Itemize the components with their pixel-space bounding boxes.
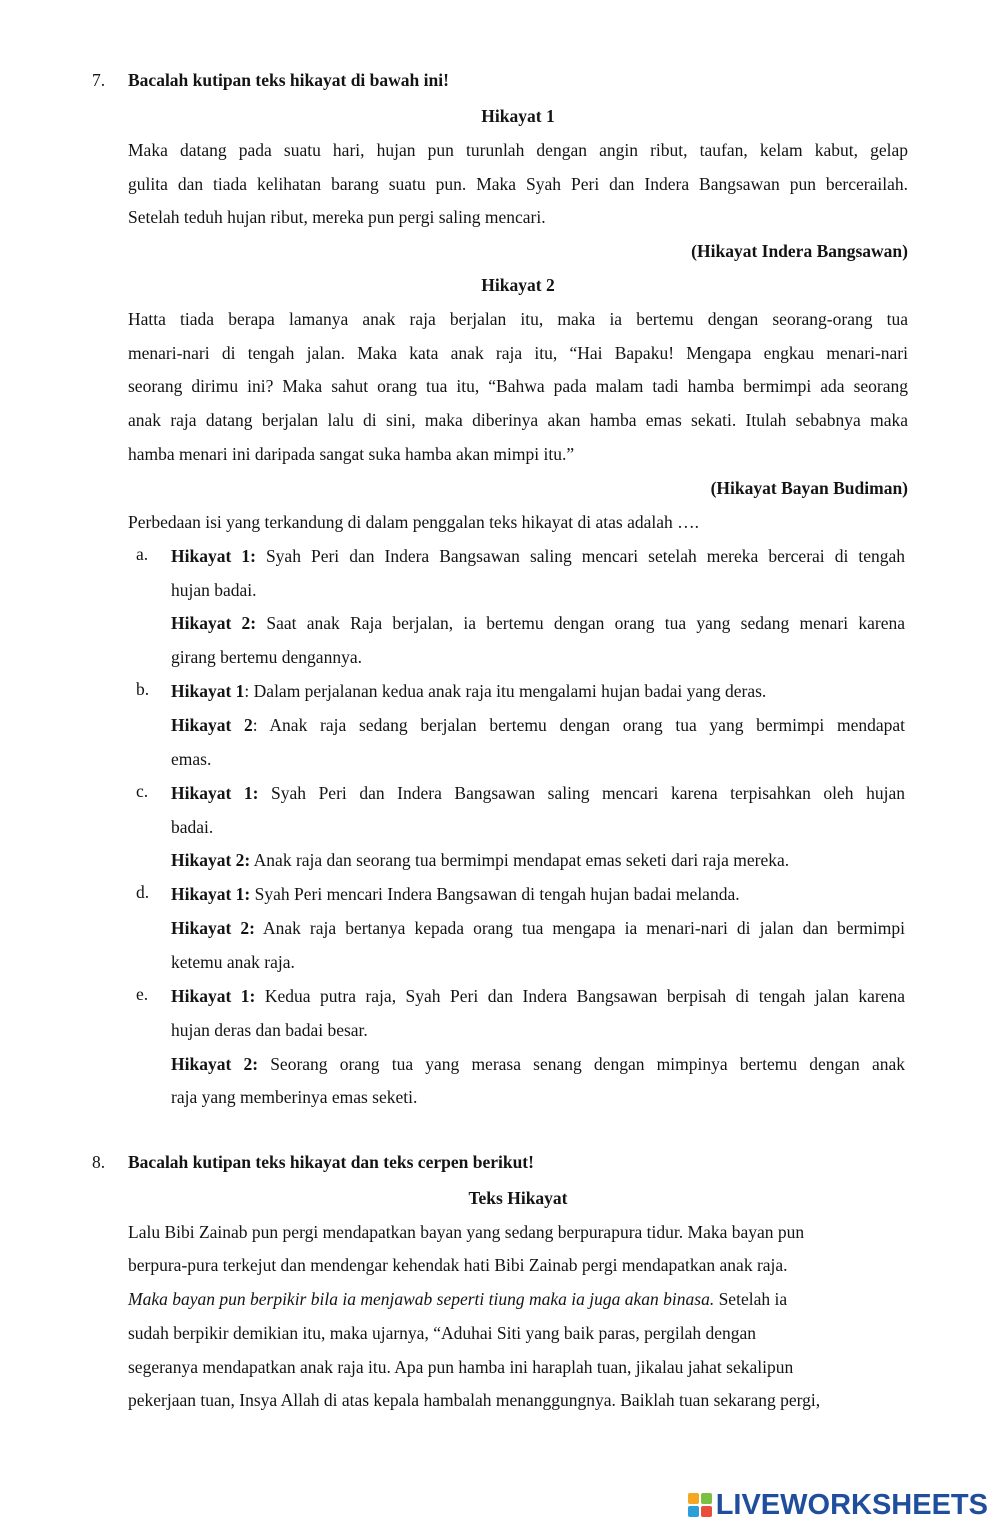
hikayat-2-source: (Hikayat Bayan Budiman)	[710, 478, 908, 498]
hikayat-1-line: gulita dan tiada kelihatan barang suatu pun. Maka Syah Peri dan Indera Bangsawan pun bercerailah.	[128, 174, 908, 194]
question-title: Bacalah kutipan teks hikayat di bawah ini!	[128, 70, 449, 90]
teks-hikayat-line: segeranya mendapatkan anak raja itu. Apa pun hamba ini haraplah tuan, jikalau jahat sekalipun	[128, 1357, 794, 1377]
option-d-line[interactable]	[171, 882, 905, 906]
option-text: : Dalam perjalanan kedua anak raja itu mengalami hujan badai yang deras.	[244, 681, 767, 701]
option-e-letter[interactable]: e.	[136, 984, 149, 1004]
hikayat-1-source: (Hikayat Indera Bangsawan)	[691, 241, 908, 261]
hikayat-2-line: Hatta tiada berapa lamanya anak raja berjalan itu, maka ia bertemu dengan seorang-orang tua	[128, 309, 908, 329]
option-c-letter[interactable]: c.	[136, 781, 149, 801]
option-text: : Anak raja sedang berjalan bertemu dengan orang tua yang bermimpi mendapat	[252, 715, 905, 735]
option-text: Syah Peri dan Indera Bangsawan saling mencari karena terpisahkan oleh hujan	[258, 783, 905, 803]
hikayat-1-line: Maka datang pada suatu hari, hujan pun turunlah dengan angin ribut, taufan, kelam kabut, gelap	[128, 140, 908, 160]
option-b-line[interactable]: emas.	[171, 749, 212, 769]
option-b-letter[interactable]: b.	[136, 679, 150, 699]
teks-hikayat-line: pekerjaan tuan, Insya Allah di atas kepala hambalah menanggungnya. Baiklah tuan sekarang pergi,	[128, 1390, 821, 1410]
option-c-line[interactable]	[171, 848, 905, 872]
option-d-line[interactable]: ketemu anak raja.	[171, 952, 295, 972]
hikayat-1-title: Hikayat 1	[481, 106, 555, 126]
hikayat-1-line: Setelah teduh hujan ribut, mereka pun pergi saling mencari.	[128, 207, 546, 227]
option-label: Hikayat 1	[171, 681, 245, 701]
italic-sentence: Maka bayan pun berpikir bila ia menjawab seperti tiung maka ia juga akan binasa.	[128, 1289, 715, 1309]
teks-hikayat-line: berpura-pura terkejut dan mendengar kehendak hati Bibi Zainab pergi mendapatkan anak raja.	[128, 1255, 788, 1275]
teks-hikayat-title: Teks Hikayat	[468, 1188, 568, 1208]
question-title: Bacalah kutipan teks hikayat dan teks cerpen berikut!	[128, 1152, 534, 1172]
option-a-line[interactable]: hujan badai.	[171, 580, 257, 600]
option-c-line[interactable]: badai.	[171, 817, 214, 837]
option-label: Hikayat 1:	[171, 986, 256, 1006]
option-e-line[interactable]	[171, 984, 905, 1008]
teks-hikayat-line: Lalu Bibi Zainab pun pergi mendapatkan bayan yang sedang berpurapura tidur. Maka bayan pun	[128, 1222, 805, 1242]
option-label: Hikayat 2:	[171, 918, 255, 938]
option-a-letter[interactable]: a.	[136, 544, 149, 564]
option-e-line[interactable]: hujan deras dan badai besar.	[171, 1020, 368, 1040]
option-e-line[interactable]: raja yang memberinya emas seketi.	[171, 1087, 418, 1107]
question-number: 8.	[92, 1152, 106, 1172]
option-text: Kedua putra raja, Syah Peri dan Indera Bangsawan berpisah di tengah jalan karena	[255, 986, 905, 1006]
option-label: Hikayat 2	[171, 715, 253, 735]
option-text: Seorang orang tua yang merasa senang dengan mimpinya bertemu dengan anak	[258, 1054, 905, 1074]
option-label: Hikayat 1:	[171, 884, 251, 904]
hikayat-2-line: hamba menari ini daripada sangat suka hamba akan mimpi itu.”	[128, 444, 575, 464]
hikayat-2-line: anak raja datang berjalan lalu di sini, maka diberinya akan hamba emas sekati. Itulah sebabnya maka	[128, 410, 908, 430]
option-a-line[interactable]	[171, 544, 905, 568]
option-text: Saat anak Raja berjalan, ia bertemu dengan orang tua yang sedang menari karena	[256, 613, 905, 633]
question-prompt: Perbedaan isi yang terkandung di dalam penggalan teks hikayat di atas adalah ….	[128, 512, 699, 532]
hikayat-2-title: Hikayat 2	[481, 275, 555, 295]
option-b-line[interactable]	[171, 713, 905, 737]
option-text: Anak raja dan seorang tua bermimpi mendapat emas seketi dari raja mereka.	[250, 850, 790, 870]
question-8	[92, 1152, 908, 1422]
hikayat-2-line: seorang dirimu ini? Maka sahut orang tua itu, “Bahwa pada malam tadi hamba bermimpi ada seorang	[128, 376, 908, 396]
option-e-line[interactable]	[171, 1052, 905, 1076]
line-text: Setelah ia	[714, 1289, 788, 1309]
option-b-line[interactable]	[171, 679, 905, 703]
option-d-letter[interactable]: d.	[136, 882, 150, 902]
question-number: 7.	[92, 70, 106, 90]
option-label: Hikayat 2:	[171, 613, 257, 633]
option-d-line[interactable]	[171, 916, 905, 940]
teks-hikayat-line	[128, 1287, 908, 1311]
liveworksheets-logo-icon	[688, 1493, 712, 1517]
option-label: Hikayat 2:	[171, 1054, 259, 1074]
option-a-line[interactable]	[171, 611, 905, 635]
option-text: Anak raja bertanya kepada orang tua mengapa ia menari-nari di jalan dan bermimpi	[254, 918, 905, 938]
teks-hikayat-line: sudah berpikir demikian itu, maka ujarnya, “Aduhai Siti yang baik paras, pergilah dengan	[128, 1323, 757, 1343]
option-label: Hikayat 1:	[171, 546, 256, 566]
option-label: Hikayat 2:	[171, 850, 251, 870]
option-c-line[interactable]	[171, 781, 905, 805]
hikayat-2-line: menari-nari di tengah jalan. Maka kata anak raja itu, “Hai Bapaku! Mengapa engkau menari-nari	[128, 343, 908, 363]
liveworksheets-watermark	[688, 1488, 988, 1522]
option-label: Hikayat 1:	[171, 783, 259, 803]
question-7	[92, 70, 908, 1115]
liveworksheets-text: LIVEWORKSHEETS	[715, 1488, 988, 1521]
option-a-line[interactable]: girang bertemu dengannya.	[171, 647, 362, 667]
option-text: Syah Peri dan Indera Bangsawan saling mencari setelah mereka bercerai di tengah	[255, 546, 905, 566]
option-text: Syah Peri mencari Indera Bangsawan di tengah hujan badai melanda.	[250, 884, 740, 904]
